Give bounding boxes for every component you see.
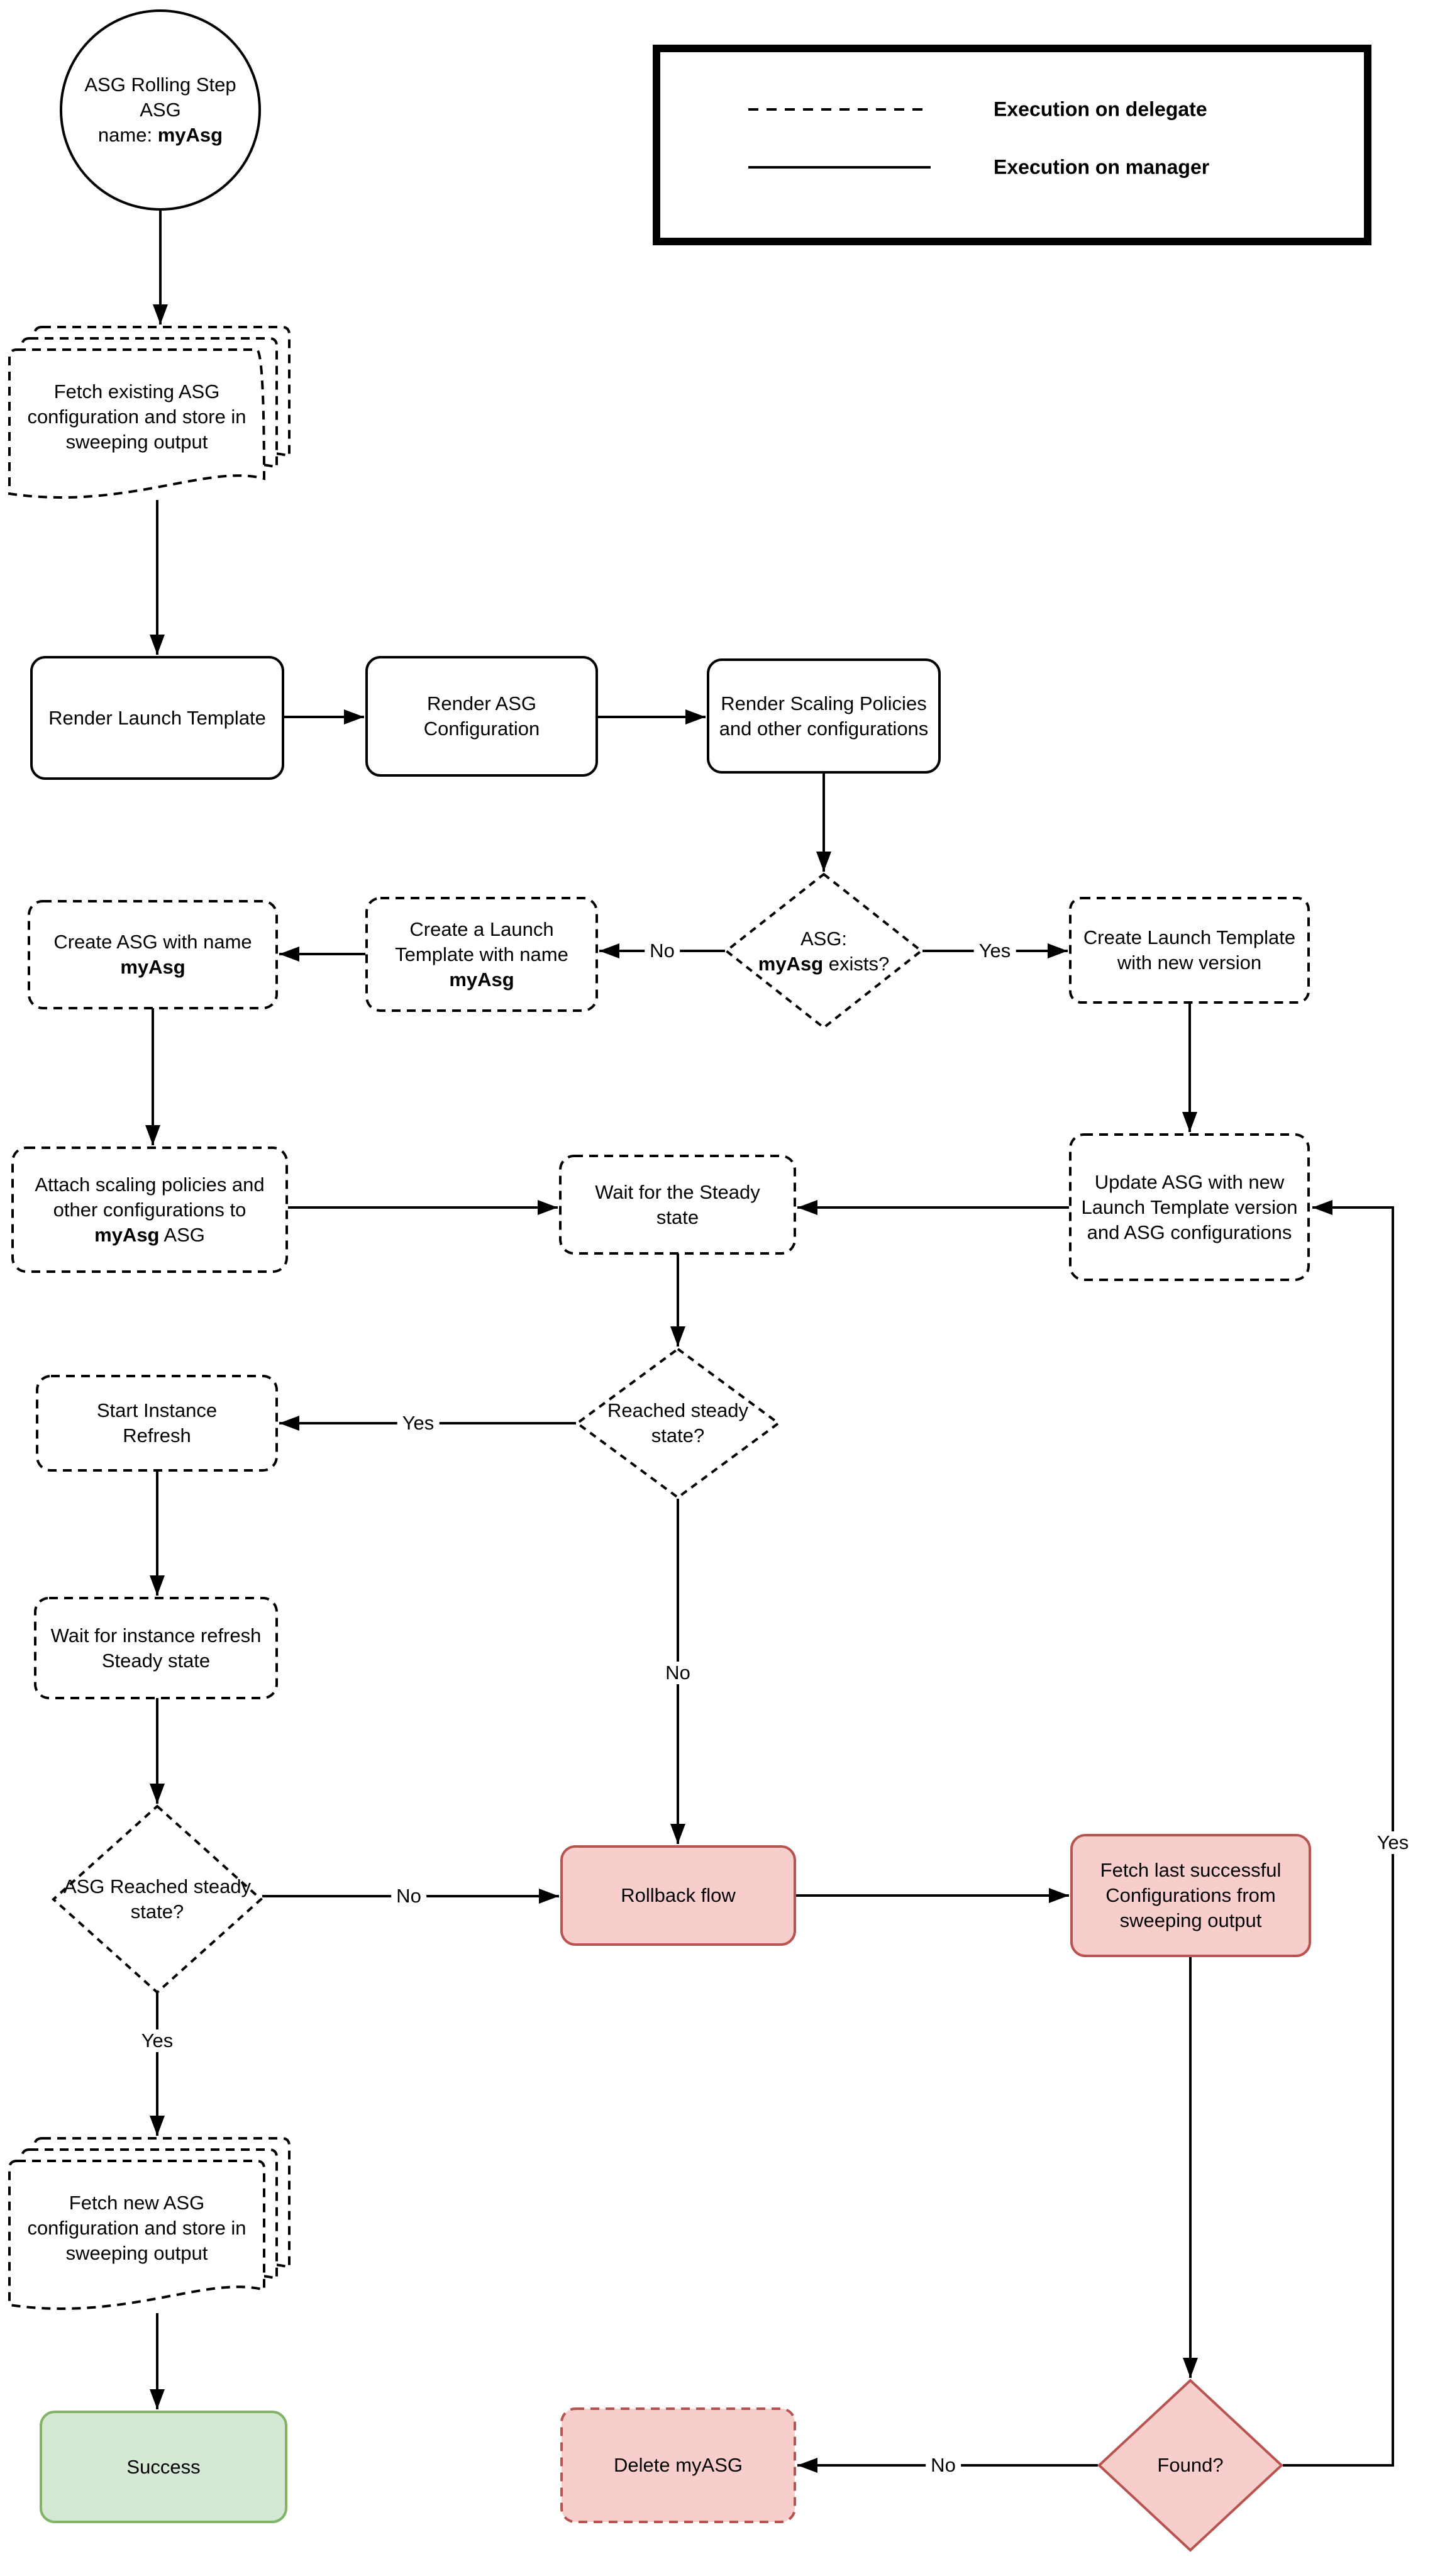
edge-label-found-no: No [926,2454,961,2477]
edge-label-asg-reached-no: No [391,1885,426,1907]
delete-myasg-label: Delete myASG [613,2454,743,2476]
fetch-existing-label: Fetch existing ASG configuration and store in sweeping output [27,380,246,453]
start-circle-label [60,35,261,186]
start-line2: ASG [140,99,181,121]
fetch-new-asg-label: Fetch new ASG configuration and store in sweeping output [27,2191,246,2264]
success-label: Success [126,2455,201,2478]
edge-label-asg-reached-yes: Yes [136,2029,179,2052]
edge-label-found-yes: Yes [1372,1831,1414,1854]
legend [656,48,1368,242]
wait-instance-refresh-label: Wait for instance refresh Steady state [50,1624,262,1672]
create-asg-label: Create ASG with name myAsg [53,931,252,978]
fetch-last-successful-label: Fetch last successful Configurations from sweeping output [1100,1859,1282,1931]
start-instance-refresh-label: Start Instance Refresh [96,1399,218,1446]
render-asg-configuration-label: Render ASG Configuration [423,692,540,740]
edge-label-exists-no: No [645,940,680,962]
rollback-flow-label: Rollback flow [621,1884,736,1906]
found-label: Found? [1157,2454,1224,2476]
start-line3: name: myAsg [97,124,223,146]
create-launch-template-new-version-label: Create Launch Template with new version [1083,926,1296,974]
wait-steady-state-label: Wait for the Steady state [595,1180,760,1228]
edge-label-reached-yes: Yes [397,1412,440,1435]
legend-manager-label: Execution on manager [994,155,1210,179]
render-scaling-policies-label: Render Scaling Policies and other configurations [719,692,929,740]
asg-exists-label: ASG: myAsg exists? [758,927,890,975]
render-launch-template-label: Render Launch Template [48,706,266,729]
legend-delegate-label: Execution on delegate [994,97,1207,121]
reached-steady-state-label: Reached steady state? [607,1399,749,1446]
edge-label-reached-no: No [660,1662,695,1684]
edge-label-exists-yes: Yes [974,940,1016,962]
start-line1: ASG Rolling Step [84,74,236,96]
asg-reached-steady-state-label: ASG Reached steady state? [63,1875,252,1923]
create-launch-template-named-label: Create a Launch Template with name myAsg [395,918,568,991]
attach-scaling-policies-label: Attach scaling policies and other configurations to myAsg ASG [35,1173,265,1246]
legend-box [656,48,1368,242]
edges [153,211,1393,2465]
update-asg-label: Update ASG with new Launch Template version and ASG configurations [1081,1170,1298,1243]
